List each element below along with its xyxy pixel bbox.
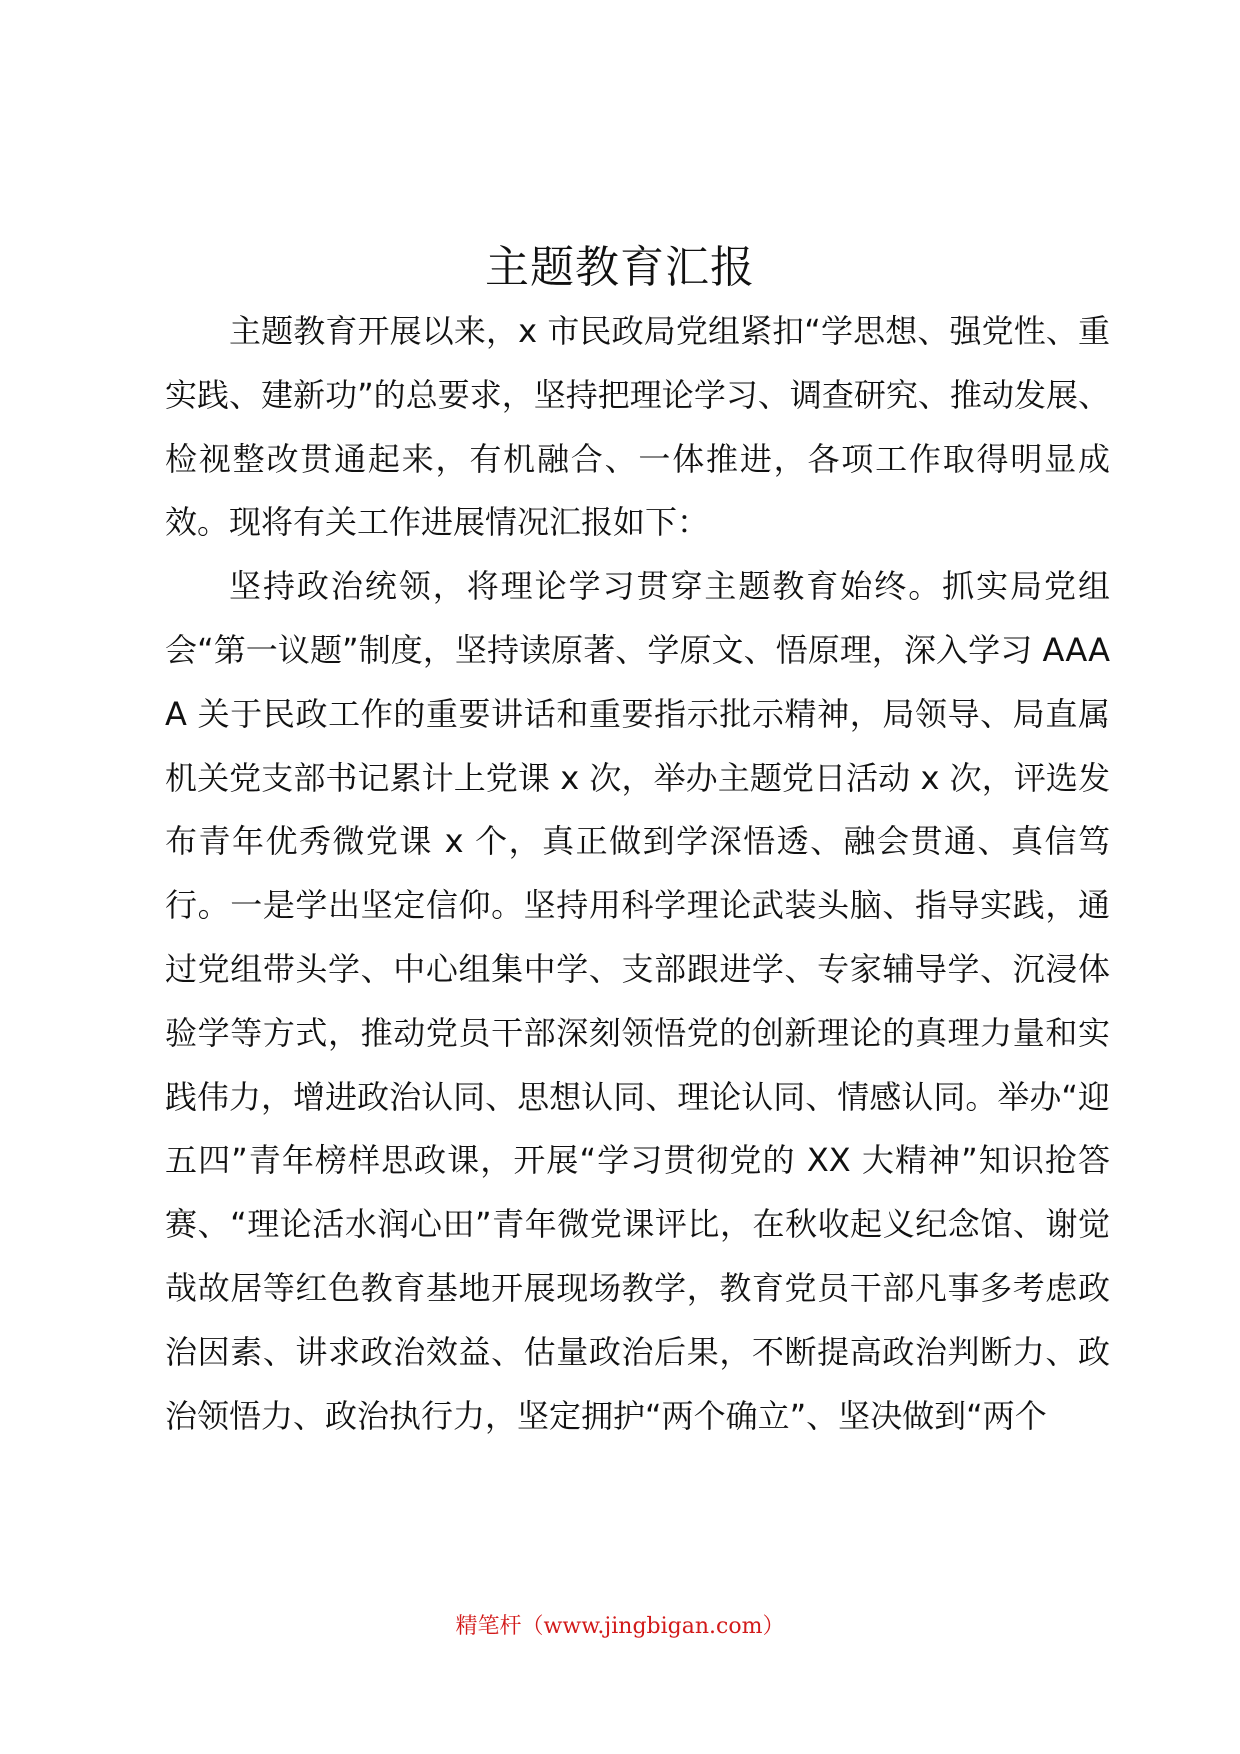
section-paragraph: 坚持政治统领，将理论学习贯穿主题教育始终。抓实局党组会“第一议题”制度，坚持读原著、学原文、悟原理，深入学习 AAAA 关于民政工作的重要讲话和重要指示批示精神，局领导、局直属机关党支部书记累计上党课 x 次，举办主题党日活动 x 次，评选发布青年优秀微党课 x 个，真正做到学深悟透、融会贯通、真信笃行。一是学出坚定信仰。坚持用科学理论武装头脑、指导实践，通过党组带头学、中心组集中学、支部跟进学、专家辅导学、沉浸体验学等方式，推动党员干部深刻领悟党的创新理论的真理力量和实践伟力，增进政治认同、思想认同、理论认同、情感认同。举办“迎五四”青年榜样思政课，开展“学习贯彻党的 XX 大精神”知识抢答赛、“理论活水润心田”青年微党课评比，在秋收起义纪念馆、谢觉哉故居等红色教育基地开展现场教学，教育党员干部凡事多考虑政治因素、讲求政治效益、估量政治后果，不断提高政治判断力、政治领悟力、政治执行力，坚定拥护“两个确立”、坚决做到“两个 [165,567,1110,1435]
footer-watermark-link[interactable]: 精笔杆（www.jingbigan.com） [455,1614,785,1639]
document-title: 主题教育汇报 [485,242,755,293]
intro-paragraph: 主题教育开展以来，x 市民政局党组紧扣“学思想、强党性、重实践、建新功”的总要求，坚持把理论学习、调查研究、推动发展、检视整改贯通起来，有机融合、一体推进，各项工作取得明显成效。现将有关工作进展情况汇报如下： [165,312,1110,542]
document-body [165,300,1110,1448]
